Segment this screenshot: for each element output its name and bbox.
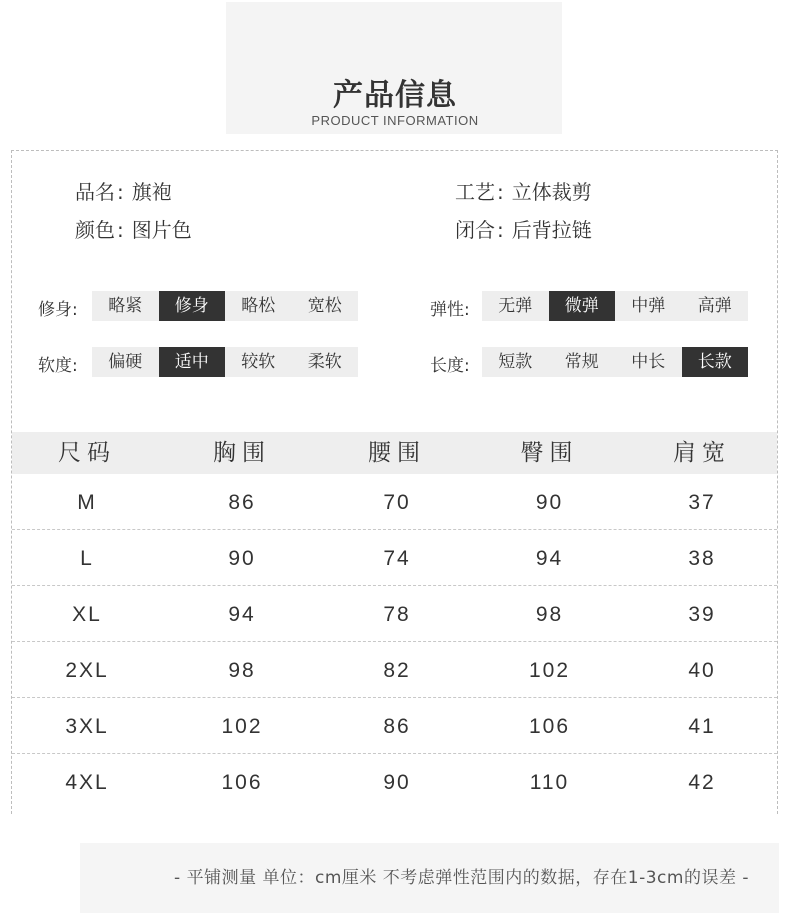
- product-craft-value: 立体裁剪: [511, 180, 592, 204]
- table-row: [12, 642, 777, 698]
- table-cell: 40: [688, 659, 716, 682]
- elasticity-option: 无弹: [498, 296, 533, 316]
- table-cell: 106: [221, 771, 263, 794]
- size-table-header: [12, 432, 777, 474]
- table-row: [12, 474, 777, 530]
- colon: :: [117, 218, 124, 242]
- table-cell: 90: [383, 771, 411, 794]
- header-cell-bust: 胸围: [213, 440, 271, 466]
- elasticity-label: 弹性:: [430, 300, 470, 320]
- product-name-value: 旗袍: [131, 180, 172, 204]
- table-cell: 70: [383, 491, 411, 514]
- elasticity-option: 中弹: [631, 296, 666, 316]
- fit-option: 略松: [241, 296, 276, 316]
- table-cell: 39: [688, 603, 716, 626]
- page-subtitle: PRODUCT INFORMATION: [311, 113, 479, 128]
- table-cell: 78: [383, 603, 411, 626]
- product-color-value: 图片色: [131, 218, 192, 242]
- header-cell-hip: 臀围: [520, 440, 579, 466]
- table-row: [12, 698, 777, 754]
- table-row: [12, 754, 777, 810]
- product-color-label: 颜色: [75, 218, 115, 242]
- colon: :: [497, 218, 504, 242]
- table-cell: 86: [228, 491, 256, 514]
- table-cell: 90: [535, 491, 564, 514]
- table-cell: L: [80, 547, 94, 570]
- table-cell: 106: [528, 715, 571, 738]
- product-craft-label: 工艺: [455, 180, 495, 204]
- header-cell-shoulder: 肩宽: [673, 440, 731, 466]
- header-cell-size: 尺码: [58, 440, 116, 466]
- table-cell: 41: [688, 715, 716, 738]
- product-name-line: [75, 176, 172, 205]
- elasticity-option: 微弹: [549, 291, 616, 321]
- table-cell: 42: [688, 771, 716, 794]
- table-cell: 94: [228, 603, 256, 626]
- size-table: [12, 432, 777, 810]
- product-closure-line: [455, 214, 592, 243]
- product-name-label: 品名: [75, 180, 115, 204]
- table-cell: XL: [72, 603, 102, 626]
- softness-option: 适中: [159, 347, 226, 377]
- fit-option: 宽松: [307, 296, 342, 316]
- fit-options: [92, 291, 358, 321]
- table-cell: 3XL: [65, 715, 109, 738]
- length-option: 长款: [682, 347, 749, 377]
- table-cell: 102: [221, 715, 263, 738]
- product-closure-label: 闭合: [455, 218, 495, 242]
- softness-label: 软度:: [38, 356, 78, 376]
- table-cell: 82: [383, 659, 411, 682]
- colon: :: [497, 180, 504, 204]
- softness-options: [92, 347, 358, 377]
- fit-label: 修身:: [38, 300, 78, 320]
- table-row: [12, 586, 777, 642]
- fit-option: 修身: [159, 291, 226, 321]
- elasticity-option: 高弹: [697, 296, 732, 316]
- table-cell: 37: [688, 491, 716, 514]
- table-cell: 2XL: [65, 659, 109, 682]
- table-cell: 4XL: [65, 771, 109, 794]
- fit-option: 略紧: [108, 296, 143, 316]
- header-cell-waist: 腰围: [368, 440, 426, 466]
- table-cell: 102: [528, 659, 571, 682]
- softness-option: 较软: [241, 352, 276, 372]
- elasticity-options: [482, 291, 748, 321]
- table-cell: 38: [688, 547, 716, 570]
- table-cell: 90: [228, 547, 256, 570]
- footer-note-box: [80, 843, 779, 913]
- length-label: 长度:: [430, 356, 470, 376]
- softness-option: 柔软: [307, 352, 342, 372]
- table-cell: 94: [535, 547, 564, 570]
- length-option: 短款: [498, 352, 533, 372]
- table-cell: 86: [383, 715, 411, 738]
- table-cell: 98: [535, 603, 564, 626]
- table-row: [12, 530, 777, 586]
- colon: :: [117, 180, 124, 204]
- softness-option: 偏硬: [108, 352, 143, 372]
- table-cell: M: [77, 491, 97, 514]
- table-cell: 74: [383, 547, 411, 570]
- table-cell: 98: [228, 659, 256, 682]
- length-option: 常规: [564, 352, 599, 372]
- length-options: [482, 347, 748, 377]
- page-title: 产品信息: [333, 78, 457, 113]
- measurement-note: - 平铺测量 单位：cm厘米 不考虑弹性范围内的数据，存在1-3cm的误差 -: [174, 868, 749, 888]
- product-color-line: [75, 214, 192, 243]
- product-closure-value: 后背拉链: [511, 218, 592, 242]
- product-craft-line: [455, 176, 592, 205]
- table-cell: 110: [529, 771, 570, 794]
- length-option: 中长: [631, 352, 666, 372]
